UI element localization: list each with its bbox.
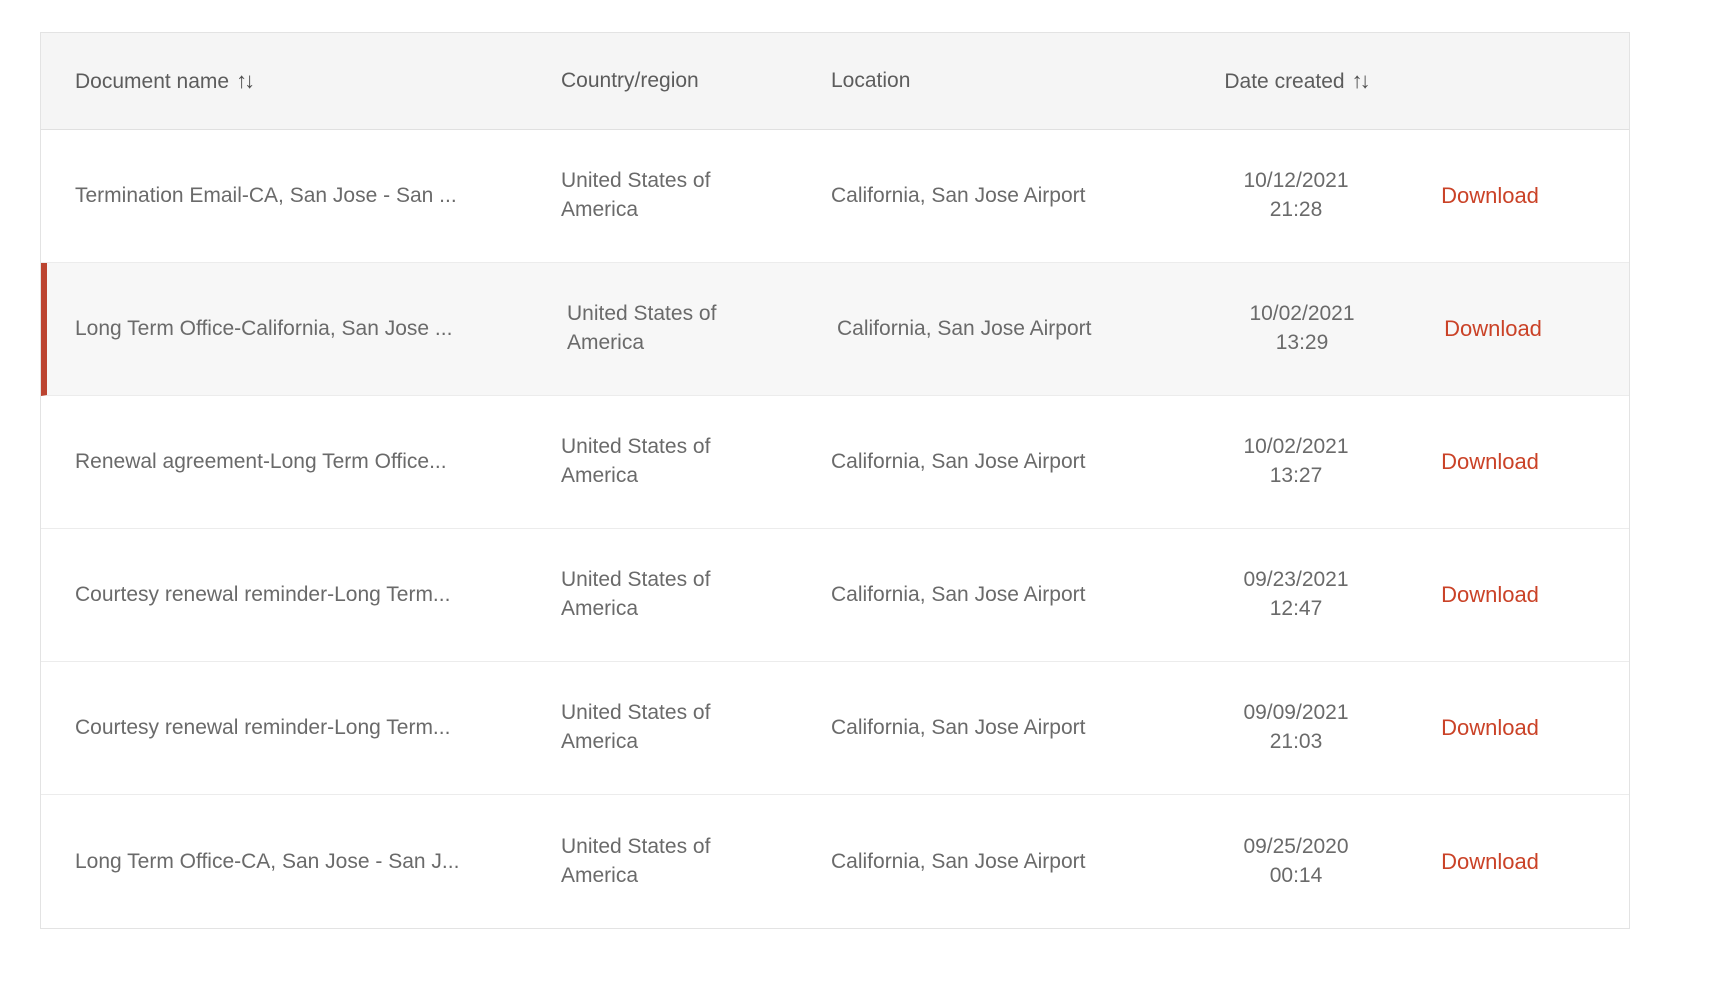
document-name-cell [41, 184, 561, 208]
document-name-cell [41, 583, 561, 607]
date-created-date: 09/23/2021 [1243, 568, 1349, 592]
date-created-cell [1211, 433, 1381, 491]
table-row[interactable] [41, 130, 1629, 263]
date-created-date: 10/02/2021 [1243, 435, 1349, 459]
location-cell [831, 583, 1211, 607]
date-created-cell [1211, 167, 1381, 225]
date-created-date: 10/02/2021 [1249, 302, 1355, 326]
date-created-cell [1211, 699, 1381, 757]
country-region-cell [561, 433, 831, 491]
location-cell [831, 716, 1211, 740]
date-created-header-label: Date created [1224, 70, 1345, 93]
location-text: California, San Jose Airport [831, 716, 1086, 739]
table-row[interactable] [41, 396, 1629, 529]
table-row[interactable] [41, 662, 1629, 795]
document-name-header-label: Document name [75, 70, 230, 93]
location-cell [831, 850, 1211, 874]
action-cell [1381, 449, 1629, 475]
download-link[interactable]: Download [1441, 715, 1539, 740]
documents-table [40, 32, 1630, 929]
table-body [41, 130, 1629, 928]
country-region-text: United States of America [567, 302, 717, 354]
location-text: California, San Jose Airport [831, 450, 1086, 473]
date-created-cell [1217, 300, 1387, 358]
date-created-time: 13:27 [1269, 464, 1323, 487]
date-created-date: 09/25/2020 [1243, 834, 1349, 858]
document-name-cell [41, 450, 561, 474]
document-name-text: Courtesy renewal reminder-Long Term... [75, 716, 451, 739]
location-header-label: Location [831, 69, 911, 92]
document-name-cell [41, 850, 561, 874]
country-region-header-label: Country/region [561, 69, 699, 92]
document-name-text: Long Term Office-California, San Jose ... [75, 317, 453, 340]
location-text: California, San Jose Airport [837, 317, 1092, 340]
date-created-date: 09/09/2021 [1243, 701, 1349, 725]
download-link[interactable]: Download [1441, 449, 1539, 474]
country-region-cell [561, 833, 831, 891]
column-header-country-region [561, 69, 831, 93]
document-name-cell [41, 716, 561, 740]
document-name-text: Renewal agreement-Long Term Office... [75, 450, 447, 473]
download-link[interactable]: Download [1441, 183, 1539, 208]
action-cell [1381, 715, 1629, 741]
column-header-document-name[interactable] [41, 68, 561, 94]
download-link[interactable]: Download [1441, 848, 1539, 874]
date-created-cell [1211, 566, 1381, 624]
column-header-location [831, 69, 1211, 93]
action-cell [1381, 582, 1629, 608]
location-text: California, San Jose Airport [831, 184, 1086, 207]
date-created-time: 12:47 [1269, 597, 1323, 620]
table-row[interactable] [41, 263, 1629, 396]
country-region-text: United States of America [561, 169, 711, 221]
date-created-time: 13:29 [1275, 331, 1329, 354]
country-region-cell [561, 699, 831, 757]
table-header-row [41, 33, 1629, 130]
location-cell [837, 317, 1217, 341]
country-region-text: United States of America [561, 435, 711, 487]
location-text: California, San Jose Airport [831, 583, 1086, 606]
document-name-text: Courtesy renewal reminder-Long Term... [75, 583, 451, 606]
download-link[interactable]: Download [1444, 316, 1542, 341]
country-region-cell [561, 566, 831, 624]
action-cell [1381, 849, 1629, 875]
country-region-text: United States of America [561, 701, 711, 753]
date-created-cell [1211, 833, 1381, 891]
action-cell [1381, 183, 1629, 209]
date-created-date: 10/12/2021 [1243, 169, 1349, 193]
country-region-text: United States of America [561, 568, 711, 620]
location-text: California, San Jose Airport [831, 849, 1086, 873]
sort-icon: ↑↓ [1351, 68, 1368, 93]
country-region-text: United States of America [561, 834, 711, 887]
location-cell [831, 184, 1211, 208]
table-row[interactable] [41, 529, 1629, 662]
date-created-time: 21:28 [1269, 198, 1323, 221]
action-cell [1387, 316, 1629, 342]
document-name-text: Long Term Office-CA, San Jose - San J... [75, 849, 460, 873]
location-cell [831, 450, 1211, 474]
date-created-time: 00:14 [1269, 863, 1323, 887]
document-name-cell [47, 317, 567, 341]
country-region-cell [561, 167, 831, 225]
download-link[interactable]: Download [1441, 582, 1539, 607]
column-header-date-created[interactable] [1211, 68, 1381, 94]
country-region-cell [567, 300, 837, 358]
sort-icon: ↑↓ [236, 68, 253, 93]
date-created-time: 21:03 [1269, 730, 1323, 753]
document-name-text: Termination Email-CA, San Jose - San ... [75, 184, 457, 207]
table-row[interactable] [41, 795, 1629, 928]
